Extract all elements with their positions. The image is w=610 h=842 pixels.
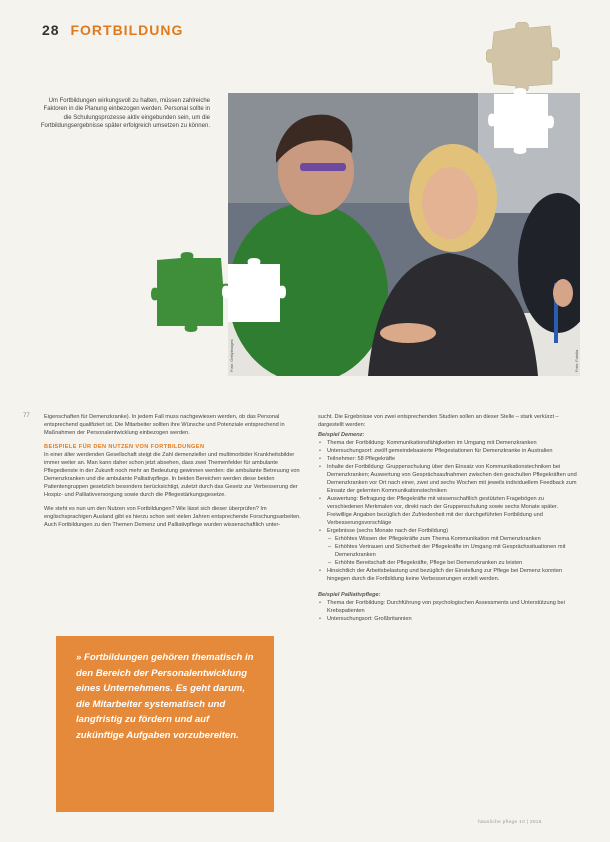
- list-item: • Thema der Fortbildung: Kommunikationsfähigkeiten im Umgang mit Demenzkranken: [327, 439, 580, 447]
- list-item: • Untersuchungsort: zwölf gemeindebasierte Pflegestationen für Demenzkranke in Australien: [327, 447, 580, 455]
- margin-mark: 77: [23, 413, 30, 419]
- list-item: • Inhalte der Fortbildung: Gruppenschulung über den Einsatz von Kommunikationstechniken bei Demenzkranken; Auswertung von Gesprächsaufnahmen zwischen den geschulten Pflegekräften und Demenzkranken vor Ort nach einer, zwei und sechs Wochen mit jeweils individuellem Feedback zum Einsatz der gelernten Kommunikationstechniken: [327, 463, 580, 495]
- demenz-list: [318, 439, 580, 583]
- photo-credit-left: Foto: Gettyimages: [229, 339, 234, 372]
- palliativ-list: [318, 599, 580, 623]
- ergebnisse-label: Ergebnisse (sechs Monate nach der Fortbildung): [327, 528, 448, 534]
- left-paragraph-1: Eigenschaften für Demenzkranke). In jedem Fall muss nachgewiesen werden, ob das Personal entsprechend qualifiziert ist. Die Mitarbeiter sollten ihre Wünsche und Potenziale entsprechend in Maßnahmen der Personalentwicklung einbezogen werden.: [44, 414, 285, 436]
- list-item: • Auswertung: Befragung der Pflegekräfte mit wissenschaftlich gestützten Fragebögen zu verschiedenen Merkmalen vor, direkt nach der Gruppenschulung sowie sechs Monate später. Freiwillige Angaben bezüglich der Zufriedenheit mit der durchgeführten Fortbildung und Verbesserungsvorschläge: [327, 495, 580, 527]
- page-number: 28: [42, 22, 60, 38]
- list-item: • Teilnehmer: 58 Pflegekräfte: [327, 455, 580, 463]
- left-column: [44, 413, 302, 531]
- list-item-ergebnisse: [327, 527, 580, 567]
- pull-quote: » Fortbildungen gehören thematisch in den Bereich der Personalentwicklung eines Unternehmens. Es geht darum, die Mitarbeiter systematisch und langfristig zu fördern und auf zukünftige Aufgaben vorzubereiten.: [56, 636, 274, 812]
- photo-credit-right: Foto: Fotolia: [574, 349, 579, 372]
- left-paragraph-2: In einer älter werdenden Gesellschaft steigt die Zahl demenzieller und multimorbider Krankheitsbilder immer weiter an. Man kann daher schon jetzt absehen, dass zwei Themenfelder für ambulante Pflegedienste in der Zukunft noch mehr an Bedeutung gewinnen werden: die ambulante Betreuung von Demenzkranken und die ambulante Palliativpflege. In beiden Bereichen werden diese beiden Patientengruppen gesetzlich besonders berücksichtigt, zuletzt durch das Gesetz zur Verbesserung der Hospiz- und Palliativversorgung sowie durch die Pflegestärkungsgesetze.: [44, 452, 300, 498]
- white-puzzle-piece-icon: [222, 258, 286, 328]
- sublist-item: – Erhöhtes Vertrauen und Sicherheit der Pflegekräfte im Umgang mit Gesprächssituationen mit Demenzkranken: [335, 543, 580, 559]
- left-paragraph-3: Wie steht es nun um den Nutzen von Fortbildungen? Wie lässt sich dieser überprüfen? Im englischsprachigen Ausland gibt es hierzu schon seit vielen Jahren entsprechende Forschungsarbeiten. Auch Fortbildungen zu den Themen Demenz und Palliativpflege wurden wissenschaftlich unter-: [44, 506, 301, 528]
- white-puzzle-piece-top-icon: [488, 88, 554, 154]
- green-puzzle-piece-icon: [151, 252, 231, 332]
- page-footer: häusliche pflege 10 | 2016: [478, 820, 542, 825]
- sublist-item: – Erhöhtes Wissen der Pflegekräfte zum Thema Kommunikation mit Demenzkranken: [335, 535, 580, 543]
- label-demenz: Beispiel Demenz:: [318, 432, 365, 438]
- section-subhead: BEISPIELE FÜR DEN NUTZEN VON FORTBILDUNGEN: [44, 444, 205, 450]
- section-title: FORTBILDUNG: [70, 22, 184, 38]
- ergebnisse-sublist: [327, 535, 580, 567]
- list-item: • Untersuchungsort: Großbritannien: [327, 615, 580, 623]
- right-column: [318, 413, 580, 623]
- label-palliativ: Beispiel Palliativpflege:: [318, 592, 381, 598]
- list-item: • Thema der Fortbildung: Durchführung von psychologischen Assessments und Unterstützung bei Krebspatienten: [327, 599, 580, 615]
- right-intro: sucht. Die Ergebnisse von zwei entsprechenden Studien sollen an dieser Stelle – stark verkürzt – dargestellt werden:: [318, 414, 559, 428]
- sublist-item: – Erhöhte Bereitschaft der Pflegekräfte, Pflege bei Demenzkranken zu leisten: [335, 559, 580, 567]
- list-item: • Hinsichtlich der Arbeitsbelastung und bezüglich der Einstellung zur Pflege bei Demenz konnten hingegen durch die Fortbildung keine Verbesserungen erzielt werden.: [327, 567, 580, 583]
- page-header: [42, 22, 183, 38]
- tan-puzzle-piece-icon: [486, 22, 560, 92]
- photo-caption: Um Fortbildungen wirkungsvoll zu halten, müssen zahlreiche Faktoren in die Planung einbezogen werden. Personal sollte in die Schulungsprozesse aktiv eingebunden sein, um die Fortbildungsergebnisse später erfolgreich umsetzen zu können.: [40, 98, 210, 129]
